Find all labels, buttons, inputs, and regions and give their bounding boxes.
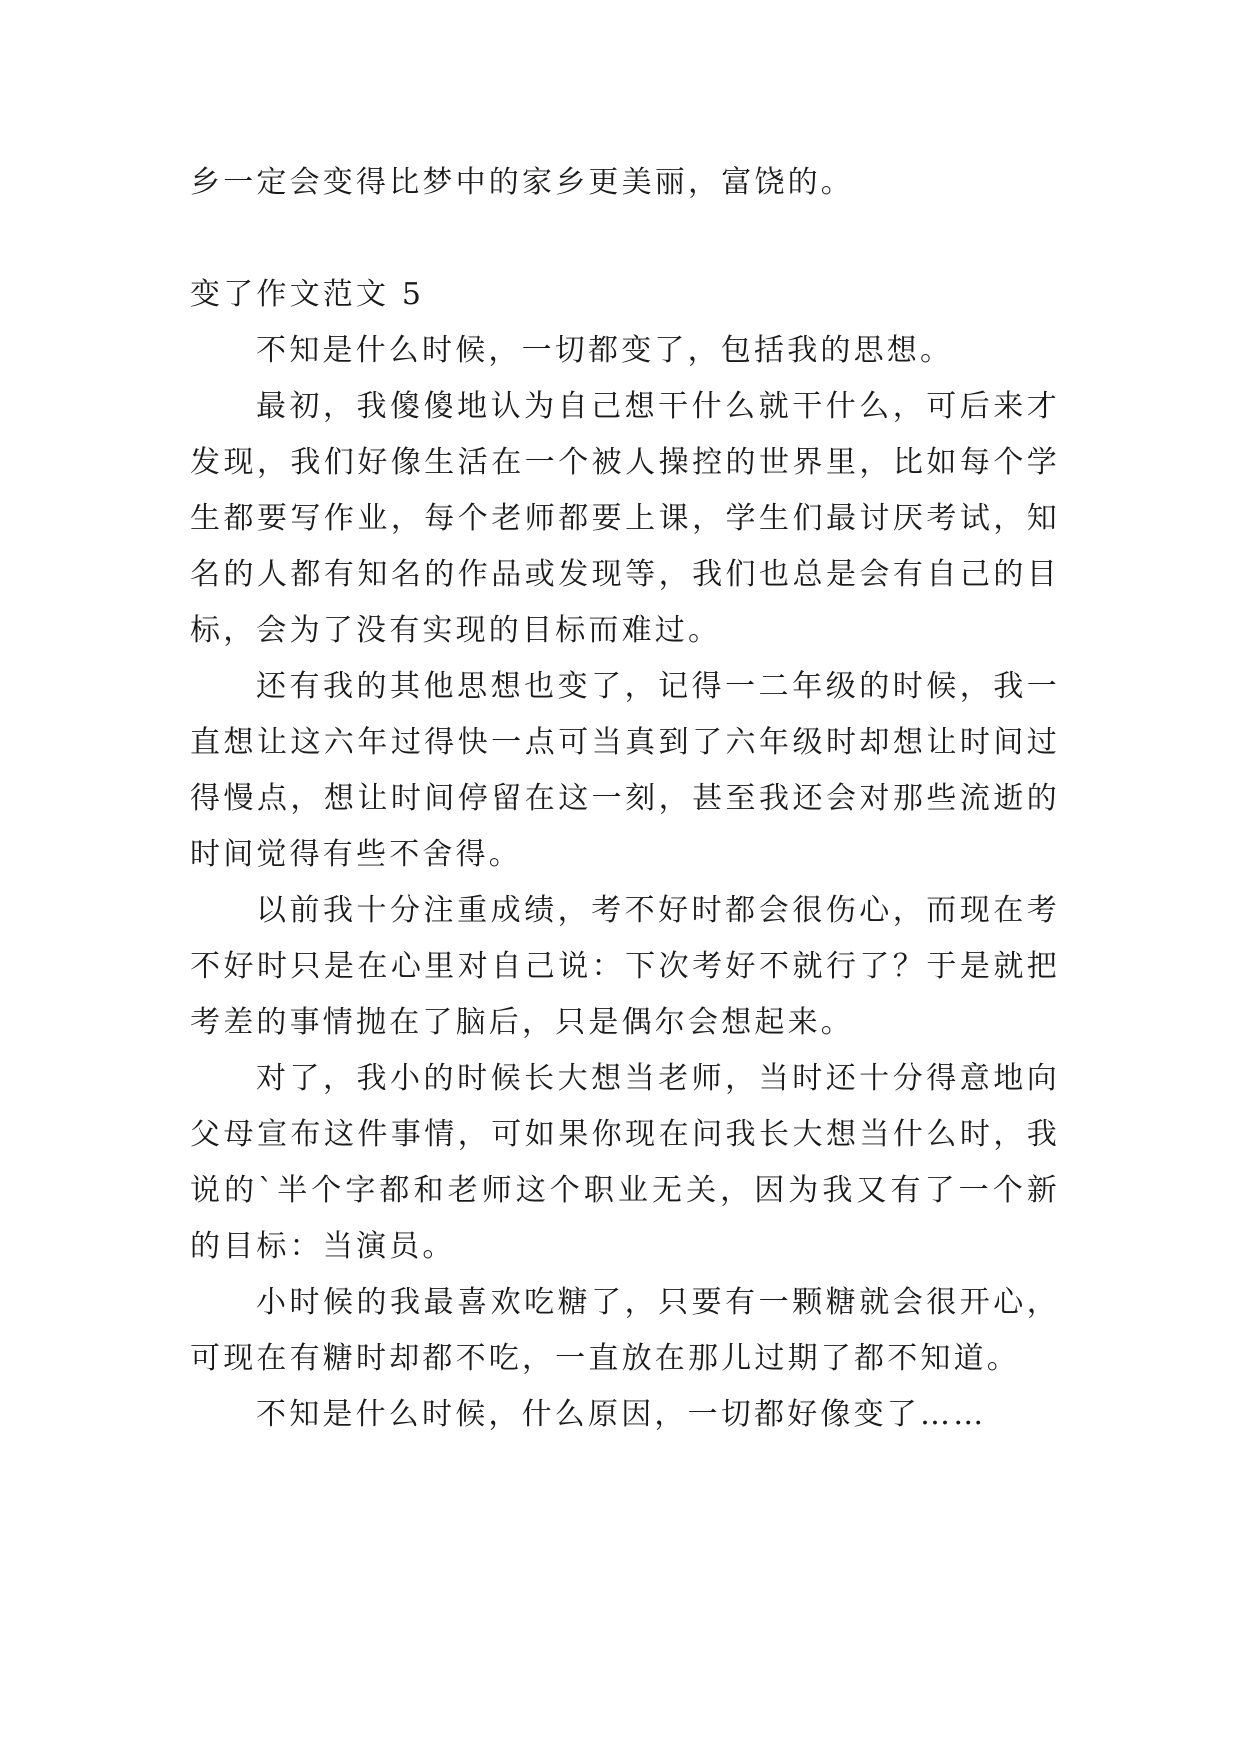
continued-line: 乡一定会变得比梦中的家乡更美丽，富饶的。 [190, 165, 854, 200]
paragraph: 以前我十分注重成绩，考不好时都会很伤心，而现在考不好时只是在心里对自己说：下次考好不就行了？于是就把考差的事情抛在了脑后，只是偶尔会想起来。 [190, 893, 1060, 1040]
essay-heading: 变了作文范文 5 [190, 277, 425, 312]
document-body [190, 155, 1060, 1443]
blank-line [190, 211, 1060, 267]
paragraph: 不知是什么时候，一切都变了，包括我的思想。 [256, 333, 954, 368]
paragraph: 对了，我小的时候长大想当老师，当时还十分得意地向父母宣布这件事情，可如果你现在问我长大想当什么时，我说的`半个字都和老师这个职业无关，因为我又有了一个新的目标：当演员。 [190, 1061, 1060, 1264]
paragraph: 最初，我傻傻地认为自己想干什么就干什么，可后来才发现，我们好像生活在一个被人操控的世界里，比如每个学生都要写作业，每个老师都要上课，学生们最讨厌考试，知名的人都有知名的作品或发现等，我们也总是会有自己的目标，会为了没有实现的目标而难过。 [190, 389, 1060, 648]
paragraph: 小时候的我最喜欢吃糖了，只要有一颗糖就会很开心，可现在有糖时却都不吃，一直放在那儿过期了都不知道。 [190, 1285, 1060, 1376]
paragraph: 还有我的其他思想也变了，记得一二年级的时候，我一直想让这六年过得快一点可当真到了六年级时却想让时间过得慢点，想让时间停留在这一刻，甚至我还会对那些流逝的时间觉得有些不舍得。 [190, 669, 1060, 872]
paragraph: 不知是什么时候，什么原因，一切都好像变了…… [256, 1397, 987, 1432]
